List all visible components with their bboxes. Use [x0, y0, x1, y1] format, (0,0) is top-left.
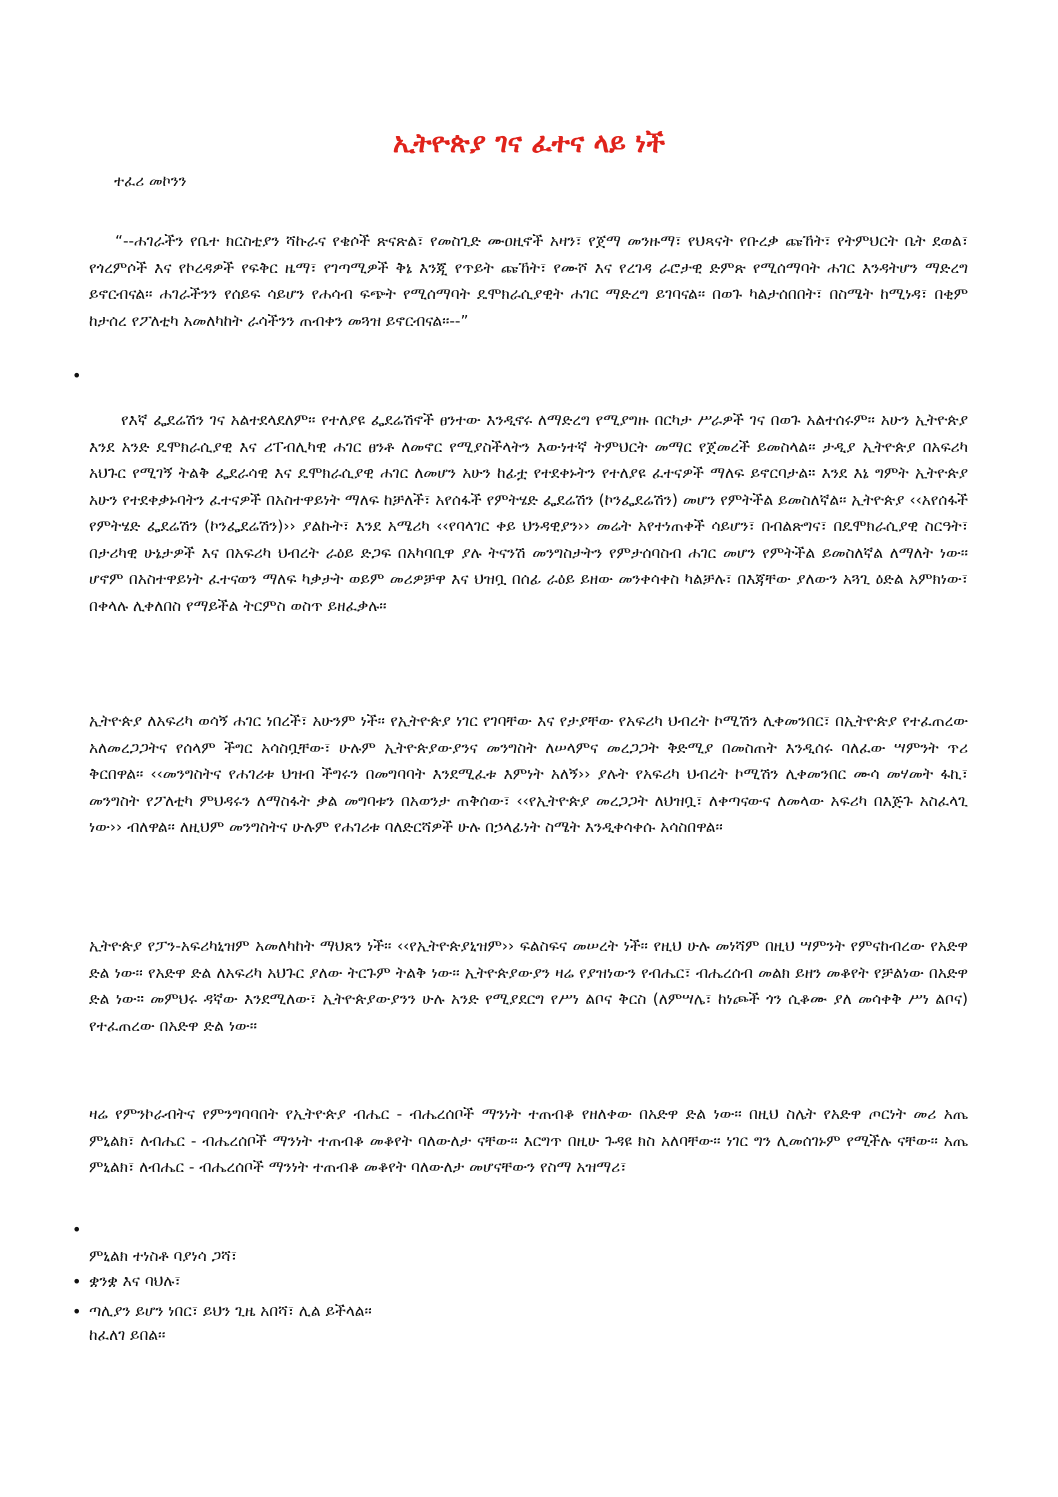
verse-line-2: ቋንቋ እና ባህሉ፣ — [89, 1272, 181, 1290]
body-paragraph-1-text: የእኛ ፌደሬሽን ገና አልተደላደለም፡፡ የተለያዩ ፌደሬሽኖች ፀንተው እንዲኖሩ ለማድረግ የሚያግዙ በርካታ ሥራዎች ገና በወጉ አልተሰሩም፡፡ አሁን ኢትዮጵያ እንደ አንድ ዴሞክራሲያዊ እና ሪፐብሊካዊ ሐገር ፀንቶ ለመኖር የሚያስችላትን እውነተኛ ትምህርት መማር የጀመረች ይመስላል፡፡ ታዲያ ኢትዮጵያ በአፍሪካ አህጉር የሚገኝ ትልቅ ፌደራሳዊ እና ዴሞክራሲያዊ ሐገር ለመሆን አሁን ከፊቷ የተደቀኑትን የተለያዩ ፈተናዎች ማለፍ ይኖርባታል። እንደ እኔ ግምት ኢትዮጵያ አሁን የተደቀቃኑባትን ፈተናዎች በአስተዋይነት ማለፍ ከቻለች፣ አየሰፋች የምትሄድ ፌደሬሽን (ኮንፌደሬሽን) መሆን የምትችል ይመስለኛል፡፡ ኢትዮጵያ ‹‹አየሰፋች የምትሄድ ፌደሬሽን (ኮንፌደሬሽን)›› ያልኩት፣ እንደ አሜሪካ ‹‹የባላገር ቀይ ህንዳዊያን›› መሬት አየተነጠቀች ሳይሆን፣ በብልጽግና፣ በዴሞክራሲያዊ ስርዓት፣ በታሪካዊ ሁኔታዎች እና በአፍሪካ ህብረት ራዕይ ድጋፍ በአካባቢዋ ያሉ ትናንሽ መንግስታትን የምታሰባስብ ሐገር መሆን የምትችል ይመስለኛል ለማለት ነው፡፡ ሆኖም በአስተዋይነት ፈተናወን ማለፍ ካቃታት ወይም መሪዎቻዋ እና ህዝቧ በሰፊ ራዕይ ይዘው መንቀሳቀስ ካልቻሉ፣ በእጃቸው ያለውን አጓጊ ዕድል አምክነው፣ በቀላሉ ሊቀለበስ የማይችል ትርምስ ወስጥ ይዘፈቃሉ፡፡ — [89, 411, 968, 615]
bullet-marker: • — [72, 1302, 82, 1321]
bullet-marker: • — [72, 1272, 82, 1291]
body-paragraph-4: ዛሬ የምንኮራብትና የምንግባባበት የኢትዮጵያ ብሔር - ብሔረሰቦች ማንነት ተጠብቆ የዘለቀው በአድዋ ድል ነው፡፡ በዚህ ስሌት የአድዋ ጦርነት መሪ አጤ ምኒልክ፣ ለብሔር - ብሔረሰቦች ማንነት ተጠብቆ መቆየት ባለውለታ ናቸው፡፡ እርግጥ በዚሁ ጉዳዩ ክስ አለባቸው፡፡ ነገር ግን ሊመሰገኑም የሚችሉ ናቸው፡፡ አጤ ምኒልክ፣ ለብሔር - ብሔረሰቦች ማንነት ተጠብቆ መቆየት ባለውለታ መሆናቸውን የስማ አዝማሪ፣ — [89, 1105, 968, 1176]
author-name: ተፈሪ መኮንን — [114, 172, 187, 190]
verse-line-4: ከፈለገ ይበል፡፡ — [89, 1326, 166, 1344]
verse-line-1: ምኒልክ ተነስቶ ባያነሳ ጋሻ፣ — [89, 1247, 238, 1265]
verse-line-3: ጣሊያን ይሆን ነበር፣ ይህን ጊዜ አበሻ፣ ሊል ይችላል፡፡ — [89, 1302, 372, 1320]
body-paragraph-3: ኢትዮጵያ የፓን-አፍሪካኒዝም አመለካከት ማህጸን ነች፡፡ ‹‹የኢትዮጵያኒዝም›› ፍልስፍና መሠረት ነች፡፡ የዚህ ሁሉ መነሻም በዚህ ሣምንት የምናከብረው የአድዋ ድል ነው፡፡ የአድዋ ድል ለአፍሪካ አህጉር ያለው ትርጉም ትልቅ ነው፡፡ ኢትዮጵያውያን ዛሬ የያዝነውን የብሔር፣ ብሔረሰብ መልክ ይዘን መቆየት የቻልነው በአድዋ ድል ነው። መምህሩ ዳኛው እንደሚለው፣ ኢትዮጵያውያንን ሁሉ አንድ የሚያደርግ የሥነ ልቦና ቅርስ (ለምሣሌ፣ ከነጮች ጎን ሲቆሙ ያለ መሳቀቅ ሥነ ልቦና) የተፈጠረው በአድዋ ድል ነው፡፡ — [89, 937, 968, 1035]
opening-quote — [89, 228, 968, 334]
bullet-marker: • — [72, 1220, 82, 1239]
document-title: ኢትዮጵያ ገና ፈተና ላይ ነች — [392, 128, 666, 159]
body-paragraph-1 — [89, 407, 968, 619]
bullet-marker: • — [72, 366, 82, 385]
opening-quote-text: “--ሐገራችን የቤተ ክርስቲያን ሻኩራና የቄሶች ጽናጽል፣ የመስጊድ ሙዐዚኖች አዛን፣ የጀማ መንዙማ፣ የህጻናት የቡረቃ ጩኸት፣ የትምህርት ቤት ደወል፣ የጎረምሶች እና የኮረዳዎች የፍቅር ዜማ፣ የገጣሚዎች ቅኔ እንጂ የጥይት ጩኸት፣ የሙሾ እና የረገዳ ራሮታዊ ድምጽ የሚሰማባት ሐገር እንዳትሆን ማድረግ ይኖርብናል፡፡ ሐገራችንን የሰይፍ ሳይሆን የሐሳብ ፍጭት የሚሰማባት ዴሞክራሲያዊት ሐገር ማድረግ ይገባናል፡፡ በወጉ ካልታሰበበት፣ በስሜት ከሚነዳ፣ በቂም ከታሰረ የፖለቲካ አመለካከት ራሳችንን ጠብቀን መጓዝ ይኖርብናል፡፡--” — [89, 232, 968, 330]
body-paragraph-2: ኢትዮጵያ ለአፍሪካ ወሳኝ ሐገር ነበረች፣ አሁንም ነች፡፡ የኢትዮጵያ ነገር የገባቸው እና የታያቸው የአፍሪካ ህብረት ኮሚሽን ሊቀመንበር፣ በኢትዮጵያ የተፈጠረው አለመረጋጋትና የሰላም ችግር አሳስቧቸው፣ ሁሉም ኢትዮጵያውያንና መንግስት ለሠላምና መረጋጋት ቅድሚያ በመስጠት እንዲሰሩ ባለፈው ሣምንት ጥሪ ቅርበዋል፡፡ ‹‹መንግስትና የሐገሪቱ ህዝብ ችግሩን በመግባባት እንደሚፈቱ እምነት አለኝ›› ያሉት የአፍሪካ ህብረት ኮሚሽን ሊቀመንበር ሙሳ መሃመት ፋኪ፣ መንግስት የፖለቲካ ምህዳሩን ለማስፋት ቃል መግባቱን በአወንታ ጠቅሰው፣ ‹‹የኢትዮጵያ መረጋጋት ለህዝቧ፣ ለቀጣናውና ለመላው አፍሪካ በእጅጉ አስፈላጊ ነው›› ብለዋል፡፡ ለዚህም መንግስትና ሁሉም የሐገሪቱ ባለድርሻዎች ሁሉ በኃላፊነት ስሜት እንዲቀሳቀሱ አሳስበዋል፡፡ — [89, 712, 968, 836]
